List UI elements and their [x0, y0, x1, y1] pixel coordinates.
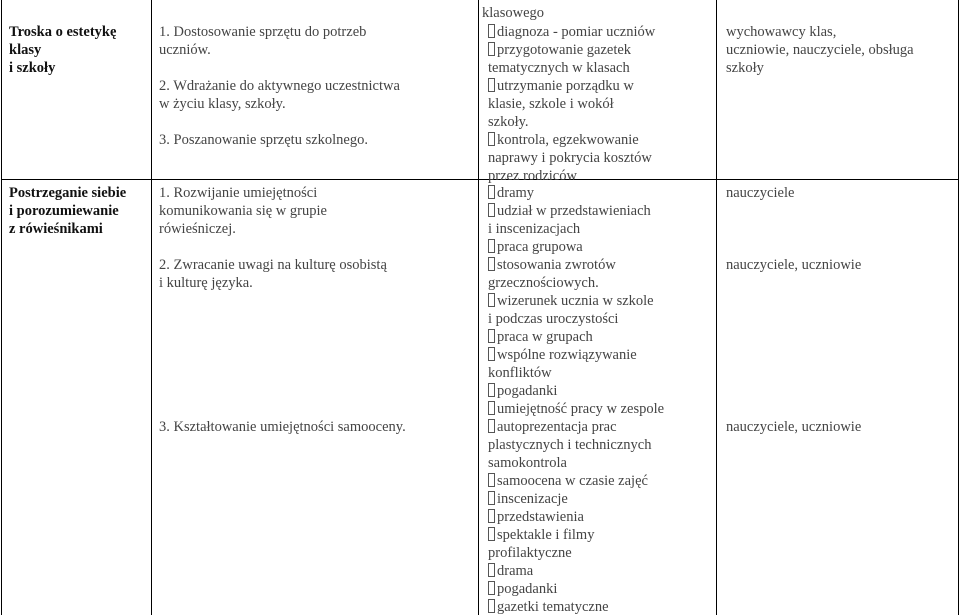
- task-line: 3. Poszanowanie sprzętu szkolnego.: [159, 132, 368, 148]
- list-item: praca w grupach: [488, 328, 713, 346]
- responsible-line: uczniowie, nauczyciele, obsługa: [726, 42, 914, 58]
- list-item: drama: [488, 562, 713, 580]
- list-item: autoprezentacja prac: [488, 418, 713, 436]
- responsible-cell-peers-2: [726, 256, 956, 274]
- list-item: stosowania zwrotów: [488, 256, 713, 274]
- list-item: przygotowanie gazetek: [488, 41, 713, 59]
- list-item: umiejętność pracy w zespole: [488, 400, 713, 418]
- list-item-cont: i inscenizacjach: [488, 221, 581, 237]
- list-item: gazetki tematyczne: [488, 598, 713, 616]
- responsible-cell-aesthetics: [726, 23, 956, 77]
- task-line: rówieśniczej.: [159, 221, 236, 237]
- list-item: pogadanki: [488, 382, 713, 400]
- area-line: Troska o estetykę: [9, 24, 117, 40]
- bullet-box-icon: [488, 383, 495, 397]
- responsible-cell-peers-1: [726, 184, 956, 202]
- list-item: udział w przedstawieniach: [488, 202, 713, 220]
- task-line: komunikowania się w grupie: [159, 203, 327, 219]
- list-item-cont: konfliktów: [488, 365, 552, 381]
- task-line: 1. Rozwijanie umiejętności: [159, 185, 318, 201]
- area-line: Postrzeganie siebie: [9, 185, 127, 201]
- task-line: i kulturę języka.: [159, 275, 253, 291]
- bullet-box-icon: [488, 599, 495, 613]
- bullet-box-icon: [488, 563, 495, 577]
- tasks-cell-self-assessment: [159, 418, 459, 436]
- task-line: w życiu klasy, szkoły.: [159, 96, 286, 112]
- list-item-cont: szkoły.: [488, 114, 529, 130]
- responsible-line: wychowawcy klas,: [726, 24, 837, 40]
- column-divider-1: [151, 0, 152, 615]
- area-cell-peers: [9, 184, 147, 238]
- bullet-box-icon: [488, 491, 495, 505]
- bullet-box-icon: [488, 473, 495, 487]
- list-item: wspólne rozwiązywanie: [488, 346, 713, 364]
- list-item: samoocena w czasie zajęć: [488, 472, 713, 490]
- task-line: 3. Kształtowanie umiejętności samooceny.: [159, 419, 406, 435]
- bullet-box-icon: [488, 347, 495, 361]
- list-item: przedstawienia: [488, 508, 713, 526]
- bullet-box-icon: [488, 293, 495, 307]
- responsible-cell-self-assessment: [726, 418, 956, 436]
- bullet-box-icon: [488, 509, 495, 523]
- bullet-box-icon: [488, 185, 495, 199]
- list-item: diagnoza - pomiar uczniów: [488, 23, 713, 41]
- bullet-box-icon: [488, 401, 495, 415]
- responsible-line: nauczyciele, uczniowie: [726, 419, 862, 435]
- methods-list-self-assessment: [488, 418, 713, 616]
- list-item: praca grupowa: [488, 238, 713, 256]
- list-item: wizerunek ucznia w szkole: [488, 292, 713, 310]
- list-item-cont: i podczas uroczystości: [488, 311, 619, 327]
- task-line: uczniów.: [159, 42, 211, 58]
- tasks-cell-peers: [159, 184, 459, 292]
- task-line: 1. Dostosowanie sprzętu do potrzeb: [159, 24, 367, 40]
- column-divider-2: [478, 0, 479, 615]
- list-item: dramy: [488, 184, 713, 202]
- area-line: i szkoły: [9, 60, 56, 76]
- task-line: 2. Zwracanie uwagi na kulturę osobistą: [159, 257, 387, 273]
- methods-cell-aesthetics: [482, 4, 712, 22]
- bullet-box-icon: [488, 239, 495, 253]
- list-item: spektakle i filmy: [488, 526, 713, 544]
- methods-list-aesthetics: [488, 23, 713, 185]
- area-line: i porozumiewanie: [9, 203, 119, 219]
- area-line: klasy: [9, 42, 42, 58]
- bullet-box-icon: [488, 329, 495, 343]
- list-item-cont: tematycznych w klasach: [488, 60, 630, 76]
- area-line: z rówieśnikami: [9, 221, 103, 237]
- bullet-box-icon: [488, 78, 495, 92]
- list-item-cont: przez rodziców: [488, 168, 577, 184]
- table-border-right: [958, 0, 959, 615]
- list-item-cont: naprawy i pokrycia kosztów: [488, 150, 652, 166]
- table-border-left-lower: [1, 179, 2, 615]
- row-divider: [1, 179, 959, 180]
- list-item: inscenizacje: [488, 490, 713, 508]
- responsible-line: szkoły: [726, 60, 764, 76]
- bullet-box-icon: [488, 581, 495, 595]
- list-item-cont: profilaktyczne: [488, 545, 572, 561]
- table-border-left: [1, 0, 2, 179]
- list-item: utrzymanie porządku w: [488, 77, 713, 95]
- list-item-cont: plastycznych i technicznych: [488, 437, 652, 453]
- responsible-line: nauczyciele, uczniowie: [726, 257, 862, 273]
- list-item-cont: klasie, szkole i wokół: [488, 96, 614, 112]
- bullet-box-icon: [488, 132, 495, 146]
- bullet-box-icon: [488, 203, 495, 217]
- responsible-line: nauczyciele: [726, 185, 795, 201]
- bullet-box-icon: [488, 24, 495, 38]
- bullet-box-icon: [488, 42, 495, 56]
- task-line: 2. Wdrażanie do aktywnego uczestnictwa: [159, 78, 400, 94]
- list-item-cont: samokontrola: [488, 455, 567, 471]
- list-item: pogadanki: [488, 580, 713, 598]
- bullet-box-icon: [488, 527, 495, 541]
- tasks-cell-aesthetics: [159, 23, 459, 149]
- column-divider-3: [716, 0, 717, 615]
- list-item: kontrola, egzekwowanie: [488, 131, 713, 149]
- methods-list-peers: [488, 184, 713, 418]
- continued-text: klasowego: [482, 5, 545, 21]
- bullet-box-icon: [488, 257, 495, 271]
- list-item-cont: grzecznościowych.: [488, 275, 599, 291]
- area-cell-aesthetics: [9, 23, 147, 77]
- bullet-box-icon: [488, 419, 495, 433]
